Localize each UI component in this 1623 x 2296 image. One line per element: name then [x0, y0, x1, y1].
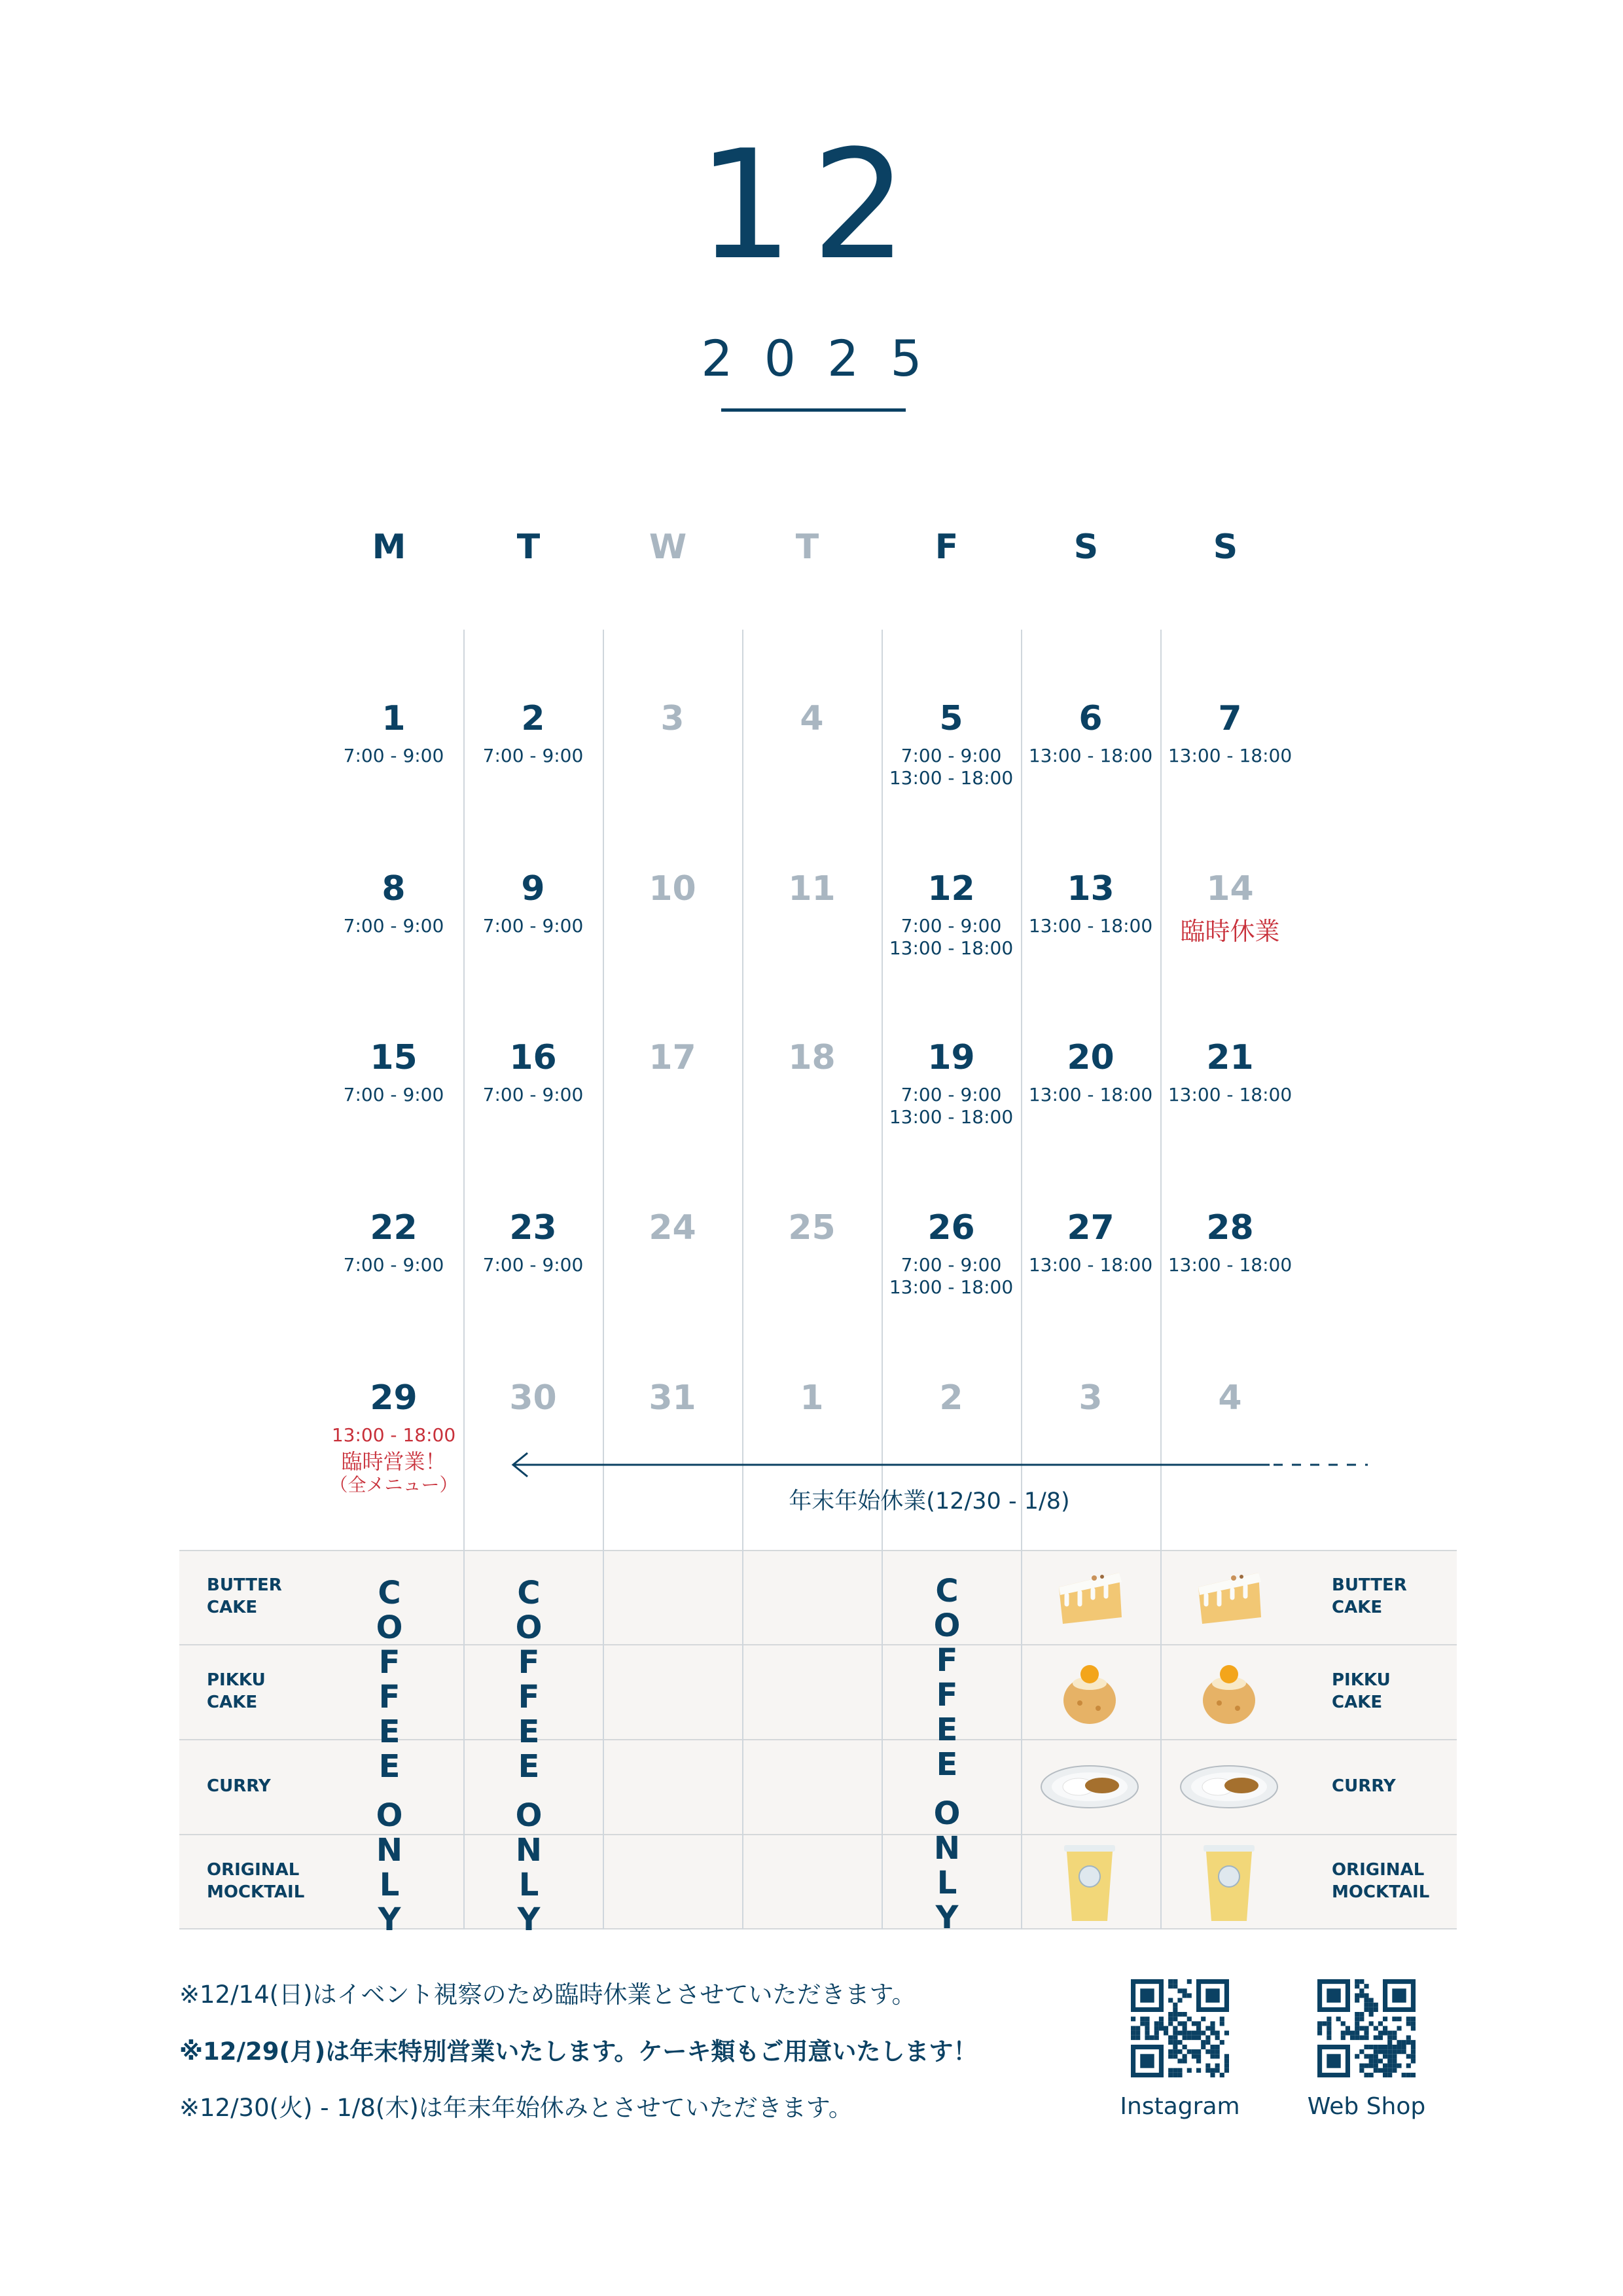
menu-label-butter-cake-right: BUTTER CAKE [1332, 1575, 1407, 1617]
opening-hours: 13:00 - 18:00 [889, 767, 1014, 789]
special-opening-note: （全メニュー） [329, 1474, 458, 1496]
coffee-only-letter: C [935, 1573, 959, 1609]
weekday-tue: T [516, 528, 541, 567]
pikku-cake-icon [1054, 1656, 1126, 1728]
day-number: 1 [382, 699, 406, 738]
day-number: 12 [927, 869, 975, 908]
opening-hours: 7:00 - 9:00 [482, 1254, 584, 1276]
coffee-only-letter: O [515, 1609, 543, 1646]
opening-hours: 7:00 - 9:00 [482, 745, 584, 766]
day-number: 23 [509, 1208, 557, 1247]
holiday-arrow-icon [504, 1452, 1368, 1478]
day-number: 15 [370, 1038, 418, 1077]
weekday-fri: F [935, 528, 959, 567]
coffee-only-letter: C [378, 1575, 401, 1611]
note-2: ※12/29(月)は年末特別営業いたします。ケーキ類もご用意いたします！ [179, 2037, 978, 2066]
menu-row-divider [179, 1550, 1457, 1551]
coffee-only-letter: C [517, 1575, 541, 1611]
coffee-only-letter: N [376, 1832, 403, 1869]
menu-label-mocktail: ORIGINAL MOCKTAIL [207, 1860, 305, 1902]
note-1: ※12/14(日)はイベント視察のため臨時休業とさせていただきます。 [179, 1981, 916, 2009]
day-number: 29 [370, 1378, 418, 1418]
opening-hours: 7:00 - 9:00 [901, 915, 1002, 937]
day-number: 1 [800, 1378, 824, 1418]
opening-hours: 7:00 - 9:00 [343, 745, 444, 766]
coffee-only-letter: F [518, 1679, 540, 1715]
coffee-only-letter: L [936, 1865, 957, 1901]
menu-label-pikku-cake-right: PIKKU CAKE [1332, 1670, 1391, 1712]
day-number: 3 [660, 699, 685, 738]
qr-label-web-shop[interactable]: Web Shop [1307, 2093, 1426, 2120]
weekday-sun: S [1213, 528, 1238, 567]
coffee-only-letter [503, 1784, 555, 1799]
menu-label-curry-right: CURRY [1332, 1776, 1396, 1796]
month-number: 12 [697, 118, 926, 293]
mocktail-cup-icon [1200, 1842, 1258, 1924]
opening-hours: 13:00 - 18:00 [331, 1424, 456, 1446]
day-number: 21 [1206, 1038, 1254, 1077]
day-number: 11 [788, 869, 836, 908]
opening-hours: 7:00 - 9:00 [343, 1084, 444, 1105]
opening-hours: 13:00 - 18:00 [1028, 1254, 1153, 1276]
coffee-only-letter: Y [378, 1901, 401, 1938]
grid-line [1160, 1550, 1162, 1929]
special-opening-note: 臨時営業！ [341, 1449, 446, 1474]
coffee-only-letter: N [515, 1832, 543, 1869]
opening-hours: 13:00 - 18:00 [1028, 745, 1153, 766]
opening-hours: 7:00 - 9:00 [482, 1084, 584, 1105]
opening-hours: 13:00 - 18:00 [1028, 915, 1153, 937]
coffee-only-letter: N [933, 1830, 961, 1867]
menu-label-curry: CURRY [207, 1776, 271, 1796]
day-number: 30 [509, 1378, 557, 1418]
day-number: 16 [509, 1038, 557, 1077]
opening-hours: 13:00 - 18:00 [1028, 1084, 1153, 1105]
pikku-cake-icon [1193, 1656, 1265, 1728]
coffee-only-letter: F [518, 1644, 540, 1681]
coffee-only-letter: E [378, 1748, 401, 1785]
menu-label-pikku-cake: PIKKU CAKE [207, 1670, 266, 1712]
qr-code-icon[interactable] [1317, 1979, 1416, 2077]
day-number: 28 [1206, 1208, 1254, 1247]
coffee-only-label [503, 1576, 555, 1937]
coffee-only-letter: O [515, 1797, 543, 1834]
grid-line [1021, 1550, 1022, 1929]
coffee-only-letter: F [936, 1642, 958, 1679]
day-number: 2 [939, 1378, 963, 1418]
coffee-only-letter: E [936, 1712, 958, 1748]
day-number: 24 [649, 1208, 696, 1247]
coffee-only-letter: O [933, 1607, 961, 1644]
grid-line [603, 1550, 604, 1929]
day-number: 7 [1218, 699, 1242, 738]
opening-hours: 13:00 - 18:00 [889, 1276, 1014, 1298]
day-number: 13 [1067, 869, 1115, 908]
opening-hours: 13:00 - 18:00 [1168, 1254, 1293, 1276]
coffee-only-letter [921, 1782, 973, 1797]
opening-hours: 13:00 - 18:00 [889, 1106, 1014, 1128]
coffee-only-letter: Y [935, 1899, 959, 1936]
weekday-mon: M [372, 528, 406, 567]
day-number: 20 [1067, 1038, 1115, 1077]
opening-hours: 7:00 - 9:00 [901, 745, 1002, 766]
day-number: 5 [939, 699, 963, 738]
qr-label-instagram[interactable]: Instagram [1120, 2093, 1240, 2120]
day-number: 10 [649, 869, 696, 908]
opening-hours: 13:00 - 18:00 [1168, 745, 1293, 766]
weekday-wed: W [649, 528, 687, 567]
grid-line [882, 1550, 883, 1929]
day-number: 25 [788, 1208, 836, 1247]
coffee-only-letter: F [936, 1677, 958, 1713]
day-number: 6 [1079, 699, 1103, 738]
day-number: 26 [927, 1208, 975, 1247]
opening-hours: 13:00 - 18:00 [1168, 1084, 1293, 1105]
day-number: 2 [521, 699, 545, 738]
butter-cake-slice-icon [1193, 1561, 1265, 1633]
menu-label-butter-cake: BUTTER CAKE [207, 1575, 282, 1617]
menu-label-mocktail-right: ORIGINAL MOCKTAIL [1332, 1860, 1430, 1902]
coffee-only-letter: O [933, 1795, 961, 1832]
coffee-only-letter: O [376, 1609, 403, 1646]
mocktail-cup-icon [1060, 1842, 1119, 1924]
grid-line [463, 1550, 465, 1929]
opening-hours: 13:00 - 18:00 [889, 937, 1014, 959]
year: 2025 [701, 329, 954, 387]
weekday-thu: T [795, 528, 819, 567]
coffee-only-letter: E [518, 1748, 540, 1785]
curry-plate-icon [1179, 1761, 1279, 1813]
opening-hours: 7:00 - 9:00 [343, 915, 444, 937]
coffee-only-letter [363, 1784, 416, 1799]
day-number: 31 [649, 1378, 696, 1418]
day-number: 8 [382, 869, 406, 908]
note-3: ※12/30(火) - 1/8(木)は年末年始休みとさせていただきます。 [179, 2094, 853, 2122]
coffee-only-label [363, 1576, 416, 1937]
coffee-only-letter: E [936, 1746, 958, 1783]
holiday-label: 年末年始休業(12/30 - 1/8) [789, 1488, 1070, 1515]
opening-hours: 7:00 - 9:00 [343, 1254, 444, 1276]
day-number: 4 [1218, 1378, 1242, 1418]
closed-notice: 臨時休業 [1180, 917, 1280, 946]
coffee-only-letter: F [378, 1644, 401, 1681]
butter-cake-slice-icon [1054, 1561, 1126, 1633]
year-underline [721, 408, 906, 412]
opening-hours: 7:00 - 9:00 [901, 1254, 1002, 1276]
coffee-only-label [921, 1574, 973, 1935]
day-number: 3 [1079, 1378, 1103, 1418]
day-number: 22 [370, 1208, 418, 1247]
day-number: 17 [649, 1038, 696, 1077]
coffee-only-letter: F [378, 1679, 401, 1715]
grid-line [742, 1550, 743, 1929]
curry-plate-icon [1039, 1761, 1140, 1813]
coffee-only-letter: Y [517, 1901, 541, 1938]
day-number: 18 [788, 1038, 836, 1077]
day-number: 19 [927, 1038, 975, 1077]
day-number: 27 [1067, 1208, 1115, 1247]
coffee-only-letter: L [518, 1867, 539, 1903]
opening-hours: 7:00 - 9:00 [482, 915, 584, 937]
day-number: 14 [1206, 869, 1254, 908]
day-number: 9 [521, 869, 545, 908]
coffee-only-letter: L [379, 1867, 400, 1903]
weekday-sat: S [1073, 528, 1099, 567]
coffee-only-letter: E [518, 1713, 540, 1750]
day-number: 4 [800, 699, 824, 738]
coffee-only-letter: E [378, 1713, 401, 1750]
qr-code-icon[interactable] [1131, 1979, 1229, 2077]
opening-hours: 7:00 - 9:00 [901, 1084, 1002, 1105]
coffee-only-letter: O [376, 1797, 403, 1834]
